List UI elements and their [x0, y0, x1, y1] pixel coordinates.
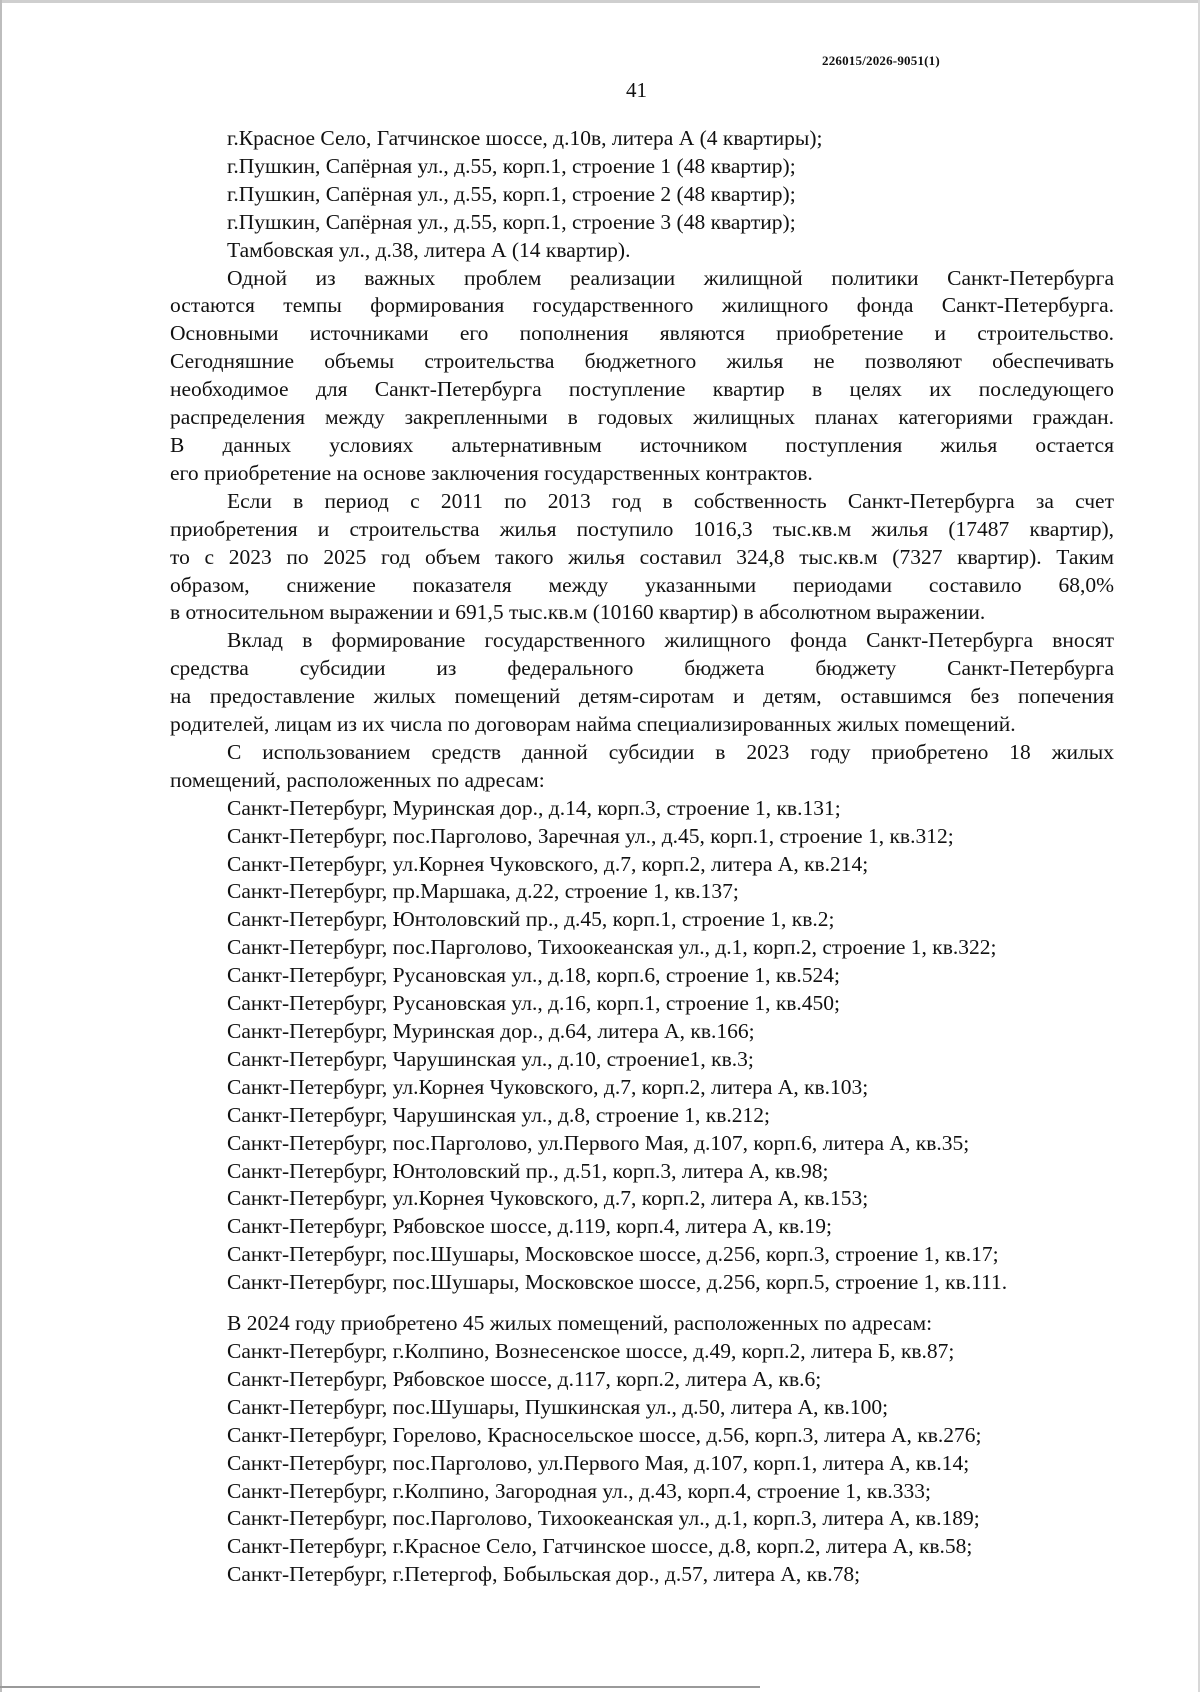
page-number: 41 — [626, 78, 647, 102]
paragraph-housing-policy — [170, 265, 1114, 488]
address-item: Санкт-Петербург, Русановская ул., д.16, корп.1, строение 1, кв.450; — [227, 991, 841, 1016]
paragraph-line: приобретения и строительства жилья поступило 1016,3 тыс.кв.м жилья (17487 квартир), — [170, 516, 1114, 541]
paragraph-line: необходимое для Санкт-Петербурга поступление квартир в целях их последующего — [170, 377, 1114, 402]
paragraph-line: образом, снижение показателя между указанными периодами составило 68,0% — [170, 572, 1114, 597]
address-item: Санкт-Петербург, пос.Парголово, ул.Первого Мая, д.107, корп.6, литера А, кв.35; — [227, 1130, 970, 1155]
paragraph-2024-intro — [170, 1310, 1114, 1338]
paragraph-2023-intro — [170, 739, 1114, 795]
scan-left-edge — [0, 0, 2, 1692]
address-item: Санкт-Петербург, Чарушинская ул., д.8, строение 1, кв.212; — [227, 1102, 771, 1127]
paragraph-line: распределения между закрепленными в годовых жилищных планах категориями граждан. — [170, 405, 1114, 430]
address-item: Санкт-Петербург, пос.Парголово, Тихоокеанская ул., д.1, корп.2, строение 1, кв.322; — [227, 935, 997, 960]
address-item: Санкт-Петербург, пос.Шушары, Пушкинская ул., д.50, литера А, кв.100; — [227, 1394, 889, 1419]
paragraph-line: помещений, расположенных по адресам: — [170, 767, 545, 792]
address-item: Санкт-Петербург, ул.Корнея Чуковского, д.7, корп.2, литера А, кв.153; — [227, 1186, 869, 1211]
address-item: Санкт-Петербург, пр.Маршака, д.22, строение 1, кв.137; — [227, 879, 739, 904]
address-item: Санкт-Петербург, ул.Корнея Чуковского, д.7, корп.2, литера А, кв.214; — [227, 851, 869, 876]
address-list-2024 — [170, 1338, 1114, 1589]
address-item: Санкт-Петербург, Юнтоловский пр., д.51, корп.3, литера А, кв.98; — [227, 1158, 829, 1183]
address-item: г.Красное Село, Гатчинское шоссе, д.10в, литера А (4 квартиры); — [227, 126, 823, 150]
address-item: Санкт-Петербург, пос.Парголово, Заречная ул., д.45, корп.1, строение 1, кв.312; — [227, 823, 954, 848]
document-body — [170, 125, 1114, 1589]
paragraph-line: остаются темпы формирования государственного жилищного фонда Санкт-Петербурга. — [170, 293, 1114, 318]
address-item: Санкт-Петербург, Русановская ул., д.18, корп.6, строение 1, кв.524; — [227, 963, 841, 988]
address-item: Санкт-Петербург, Чарушинская ул., д.10, строение1, кв.3; — [227, 1046, 754, 1071]
paragraph-line: то с 2023 по 2025 год объем такого жилья составил 324,8 тыс.кв.м (7327 квартир). Таким — [170, 544, 1114, 569]
address-item: Санкт-Петербург, ул.Корнея Чуковского, д.7, корп.2, литера А, кв.103; — [227, 1074, 869, 1099]
address-item: Санкт-Петербург, г.Красное Село, Гатчинское шоссе, д.8, корп.2, литера А, кв.58; — [227, 1534, 973, 1559]
address-item: Санкт-Петербург, Муринская дор., д.64, литера А, кв.166; — [227, 1019, 755, 1043]
address-item: Санкт-Петербург, пос.Шушары, Московское шоссе, д.256, корп.3, строение 1, кв.17; — [227, 1242, 999, 1267]
paragraph-line: В данных условиях альтернативным источником поступления жилья остается — [170, 432, 1114, 457]
address-item: г.Пушкин, Сапёрная ул., д.55, корп.1, строение 1 (48 квартир); — [227, 153, 796, 178]
paragraph-line: средства субсидии из федерального бюджета бюджету Санкт-Петербурга — [170, 656, 1114, 681]
paragraph-statistics — [170, 488, 1114, 628]
paragraph-line: Одной из важных проблем реализации жилищной политики Санкт-Петербурга — [227, 265, 1114, 290]
address-item: Санкт-Петербург, пос.Парголово, ул.Первого Мая, д.107, корп.1, литера А, кв.14; — [227, 1450, 970, 1475]
address-list-2023 — [170, 795, 1114, 1297]
address-item: Санкт-Петербург, Рябовское шоссе, д.117, корп.2, литера А, кв.6; — [227, 1366, 822, 1391]
intro-address-list — [170, 125, 1114, 265]
address-item: Санкт-Петербург, г.Петергоф, Бобыльская дор., д.57, литера А, кв.78; — [227, 1562, 861, 1587]
address-item: Санкт-Петербург, Рябовское шоссе, д.119, корп.4, литера А, кв.19; — [227, 1214, 832, 1239]
address-item: Санкт-Петербург, Юнтоловский пр., д.45, корп.1, строение 1, кв.2; — [227, 907, 835, 932]
paragraph-line: его приобретение на основе заключения государственных контрактов. — [170, 460, 813, 485]
address-item: г.Пушкин, Сапёрная ул., д.55, корп.1, строение 2 (48 квартир); — [227, 181, 796, 206]
paragraph-line: Если в период с 2011 по 2013 год в собственность Санкт-Петербурга за счет — [227, 488, 1114, 513]
address-item: Тамбовская ул., д.38, литера А (14 квартир). — [227, 237, 631, 262]
address-item: г.Пушкин, Сапёрная ул., д.55, корп.1, строение 3 (48 квартир); — [227, 209, 796, 234]
scan-bottom-edge — [0, 1686, 760, 1688]
address-item: Санкт-Петербург, пос.Шушары, Московское шоссе, д.256, корп.5, строение 1, кв.111. — [227, 1270, 1008, 1295]
paragraph-line: на предоставление жилых помещений детям-сиротам и детям, оставшимся без попечения — [170, 684, 1114, 709]
document-id: 226015/2026-9051(1) — [822, 53, 940, 68]
paragraph-subsidy — [170, 627, 1114, 739]
address-item: Санкт-Петербург, пос.Парголово, Тихоокеанская ул., д.1, корп.3, литера А, кв.189; — [227, 1506, 980, 1531]
address-item: Санкт-Петербург, г.Колпино, Вознесенское шоссе, д.49, корп.2, литера Б, кв.87; — [227, 1338, 955, 1363]
scan-top-edge — [0, 0, 1200, 3]
paragraph-line: С использованием средств данной субсидии в 2023 году приобретено 18 жилых — [227, 739, 1114, 764]
paragraph-line: в относительном выражении и 691,5 тыс.кв.м (10160 квартир) в абсолютном выражении. — [170, 600, 986, 625]
address-item: Санкт-Петербург, Муринская дор., д.14, корп.3, строение 1, кв.131; — [227, 795, 841, 820]
address-item: Санкт-Петербург, г.Колпино, Загородная ул., д.43, корп.4, строение 1, кв.333; — [227, 1478, 931, 1503]
paragraph-line: Вклад в формирование государственного жилищного фонда Санкт-Петербурга вносят — [227, 628, 1114, 653]
paragraph-line: Сегодняшние объемы строительства бюджетного жилья не позволяют обеспечивать — [170, 349, 1114, 374]
paragraph-line: В 2024 году приобретено 45 жилых помещений, расположенных по адресам: — [227, 1311, 933, 1336]
paragraph-line: Основными источниками его пополнения являются приобретение и строительство. — [170, 321, 1114, 346]
address-item: Санкт-Петербург, Горелово, Красносельское шоссе, д.56, корп.3, литера А, кв.276; — [227, 1422, 982, 1447]
paragraph-line: родителей, лицам из их числа по договорам найма специализированных жилых помещений. — [170, 712, 1016, 737]
